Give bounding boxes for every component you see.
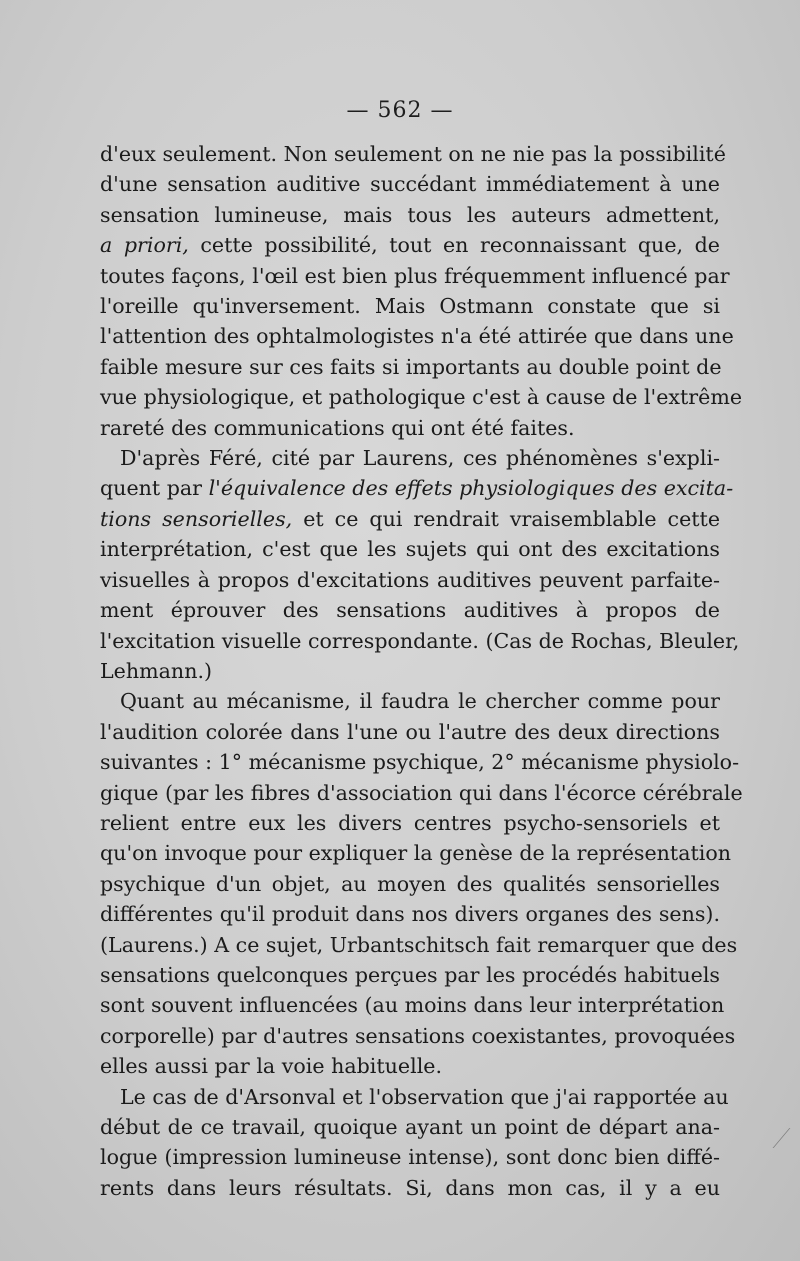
line-text: ment éprouver des sensations auditives à propos de [100, 598, 720, 623]
text-line [100, 352, 720, 382]
text-line [100, 291, 720, 321]
line-text: cette possibilité, tout en reconnaissant que, de [188, 233, 720, 258]
line-text: sensations quelconques perçues par les procédés habituels [100, 962, 720, 987]
line-text: l'oreille qu'inversement. Mais Ostmann constate que si [100, 294, 720, 319]
line-text: toutes façons, l'œil est bien plus fréquemment influencé par [100, 263, 730, 288]
line-text: sensation lumineuse, mais tous les auteurs admettent, [100, 202, 720, 227]
line-text: d'eux seulement. Non seulement on ne nie pas la possibilité [100, 142, 726, 166]
text-line [100, 990, 725, 1020]
line-text: Quant au mécanisme, il faudra le chercher comme pour [120, 689, 720, 714]
text-line [100, 869, 720, 899]
text-line [100, 139, 726, 169]
text-line [100, 717, 720, 747]
text-line [100, 321, 734, 351]
line-text: vue physiologique, et pathologique c'est à cause de l'extrême [100, 385, 743, 410]
text-line [100, 747, 740, 777]
text-line [100, 1082, 729, 1112]
line-text: rents dans leurs résultats. Si, dans mon cas, il y a eu [100, 1175, 720, 1200]
text-line [100, 960, 720, 990]
text-line [100, 838, 731, 868]
text-line [100, 261, 730, 291]
text-line [100, 473, 734, 503]
margin-mark [773, 1128, 800, 1148]
text-line [100, 1051, 720, 1081]
line-text: début de ce travail, quoique ayant un point de départ ana- [100, 1115, 720, 1139]
line-text: l'attention des ophtalmologistes n'a été attirée que dans une [100, 324, 734, 349]
text-line [100, 930, 738, 960]
text-line [100, 1173, 720, 1203]
line-text: visuelles à propos d'excitations auditives peuvent parfaite- [100, 567, 720, 592]
italic-text: tions sensorielles, [100, 506, 293, 531]
text-line [100, 808, 720, 838]
italic-text: a priori, [100, 233, 189, 258]
line-text: corporelle) par d'autres sensations coexistantes, provoquées [100, 1023, 736, 1048]
text-line [100, 626, 740, 656]
line-text: (Laurens.) A ce sujet, Urbantschitsch fait remarquer que des [100, 932, 738, 957]
body-text [100, 139, 743, 1203]
text-line [100, 200, 720, 230]
text-line [100, 413, 720, 443]
line-text: et ce qui rendrait vraisemblable cette [292, 506, 721, 531]
text-line [100, 230, 720, 260]
text-line [100, 899, 720, 929]
text-line [100, 565, 720, 595]
line-text: quent par [100, 476, 209, 501]
line-text: interprétation, c'est que les sujets qui ont des excitations [100, 537, 720, 562]
line-text: sont souvent influencées (au moins dans leur interprétation [100, 993, 725, 1018]
text-line [100, 382, 743, 412]
line-text: Lehmann.) [100, 658, 213, 683]
line-text: D'après Féré, cité par Laurens, ces phénomènes s'expli- [120, 446, 720, 471]
italic-text: l'équivalence des effets physiologiques des excita- [208, 476, 734, 501]
page-number: — 562 — [346, 98, 454, 123]
line-text: l'audition colorée dans l'une ou l'autre des deux directions [100, 719, 720, 744]
line-text: relient entre eux les divers centres psycho-sensoriels et [100, 810, 720, 835]
text-line [100, 778, 743, 808]
text-line [100, 169, 720, 199]
line-text: faible mesure sur ces faits si importants au double point de [100, 354, 722, 379]
text-line [100, 686, 720, 716]
line-text: elles aussi par la voie habituelle. [100, 1054, 443, 1079]
text-line [100, 595, 720, 625]
line-text: suivantes : 1° mécanisme psychique, 2° mécanisme physiolo- [100, 750, 740, 775]
text-line [100, 534, 720, 564]
text-line [100, 504, 720, 534]
text-line [100, 443, 720, 473]
line-text: psychique d'un objet, au moyen des qualités sensorielles [100, 871, 720, 896]
text-line [100, 1021, 736, 1051]
line-text: Le cas de d'Arsonval et l'observation que j'ai rapportée au [120, 1084, 729, 1109]
line-text: différentes qu'il produit dans nos divers organes des sens). [100, 902, 720, 927]
text-line [100, 656, 720, 686]
line-text: rareté des communications qui ont été faites. [100, 415, 575, 440]
text-line [100, 1142, 720, 1172]
line-text: gique (par les fibres d'association qui dans l'écorce cérébrale [100, 780, 743, 805]
line-text: logue (impression lumineuse intense), sont donc bien diffé- [100, 1145, 720, 1170]
line-text: d'une sensation auditive succédant immédiatement à une [100, 172, 720, 197]
text-line [100, 1112, 720, 1142]
line-text: qu'on invoque pour expliquer la genèse de la représentation [100, 841, 731, 866]
line-text: l'excitation visuelle correspondante. (Cas de Rochas, Bleuler, [100, 628, 740, 653]
